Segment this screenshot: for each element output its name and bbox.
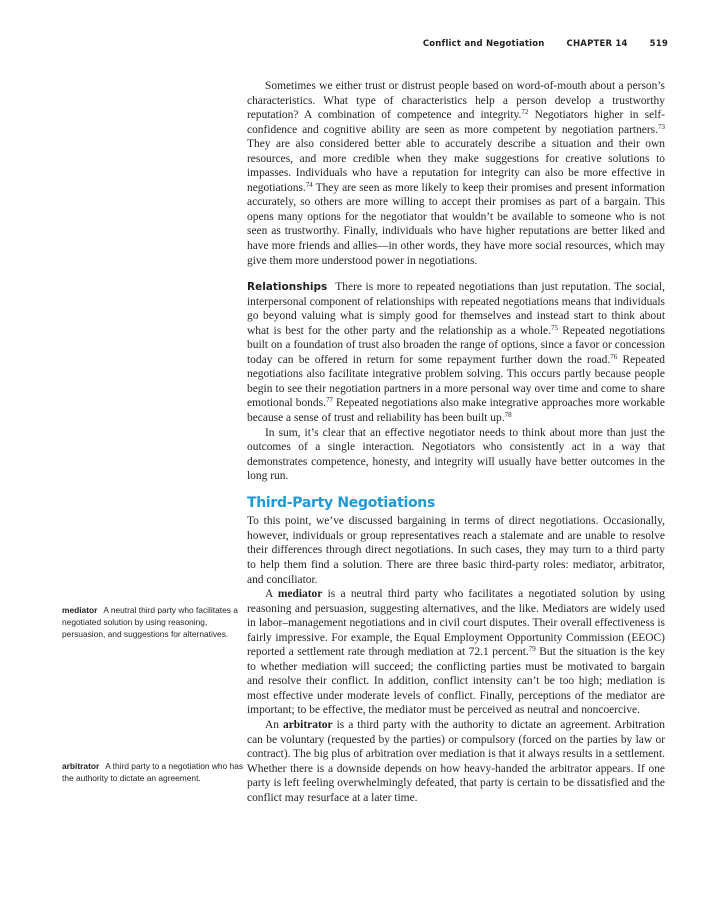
key-term-mediator: mediator — [277, 588, 323, 601]
main-text-column — [247, 79, 665, 805]
paragraph-in-sum: In sum, it’s clear that an effective negotiator needs to think about more than just the outcomes of a single interaction. Negotiators who consistently act in a way that demonstrates competence, honesty, and integrity will usually have better outcomes in the long run. — [247, 426, 665, 483]
running-head-chapter-title: Conflict and Negotiation — [422, 39, 545, 49]
margin-term-arbitrator: arbitrator — [62, 761, 100, 771]
endnote-ref: 78 — [504, 411, 512, 420]
margin-definition-text: A neutral third party who facilitates a negotiated solution by using reasoning, persuasion, and suggestions for alternatives. — [62, 605, 238, 639]
running-head — [300, 39, 668, 49]
endnote-ref: 73 — [658, 122, 665, 131]
endnote-ref: 79 — [528, 645, 536, 654]
endnote-ref: 74 — [305, 180, 313, 189]
paragraph-mediator: A mediator is a neutral third party who facilitates a negotiated solution by using reasoning and persuasion, suggesting alternatives, and the like. Mediators are widely used in labor–management negotiations and in civil court disputes. Their overall effectiveness is fairly impressive. For example, the Equal Employment Opportunity Commission (EEOC) reported a settlement rate through mediation at 72.1 percent.$^{79}$ But the situation is the key to whether mediation will succeed; the conflicting parties must be motivated to bargain and resolve their conflict. In addition, conflict intensity can’t be too high; mediation is most effective under moderate levels of conflict. Finally, perceptions of the mediator are important; to be effective, the mediator must be perceived as neutral and noncoercive. — [247, 588, 665, 717]
run-in-heading-relationships: Relationships — [247, 281, 328, 294]
margin-term-mediator: mediator — [62, 605, 98, 615]
endnote-ref: 72 — [521, 108, 529, 117]
running-head-chapter-label: CHAPTER 14 — [566, 39, 628, 49]
endnote-ref: 77 — [325, 396, 333, 405]
key-term-arbitrator: arbitrator — [283, 718, 333, 731]
paragraph-relationships: Relationships There is more to repeated negotiations than just reputation. The social, interpersonal component of relationships with repeated negotiations means that individuals go beyond valuing what is simply good for themselves and instead start to think about what is best for the other party and the relationship as a whole.$^{75}$ Repeated negotiations built on a foundation of trust also broaden the range of options, since a favor or concession today can be offered in return for some repayment further down the road.$^{76}$ Repeated negotiations also facilitate integrative problem solving. This occurs partly because people begin to see their negotiation partners in a more personal way over time and come to share emotional bonds.$^{77}$ Repeated negotiations also make integrative approaches more workable because a sense of trust and reliability has been built up.$^{78}$ — [247, 281, 665, 425]
paragraph-third-party-intro: To this point, we’ve discussed bargaining in terms of direct negotiations. Occasionally, however, individuals or group representatives reach a stalemate and are unable to resolve their differences through direct negotiations. In such cases, they may turn to a third party to help them find a solution. There are three basic third-party roles: mediator, arbitrator, and conciliator. — [247, 515, 665, 586]
margin-definition-arbitrator — [62, 760, 248, 784]
endnote-ref: 75 — [550, 323, 558, 332]
paragraph-reputation: Sometimes we either trust or distrust people based on word-of-mouth about a person’s characteristics. What type of characteristics help a person develop a trustworthy reputation? A combination of competence and integrity.$^{72}$ Negotiators higher in self-confidence and cognitive ability are seen as more competent by negotiation partners.$^{73}$ They are also considered better able to accurately describe a situation and their own resources, and more credible when they make suggestions for creative solutions to impasses. Individuals who have a reputation for integrity can also be more effective in negotiations.$^{74}$ They are seen as more likely to keep their promises and present information accurately, so others are more willing to accept their promises as part of a bargain. This opens many options for the negotiator that wouldn’t be available to someone who is not seen as trustworthy. Finally, individuals who have higher reputations are better liked and have more friends and allies—in other words, they have more social resources, which may give them more understood power in negotiations. — [247, 80, 665, 267]
margin-definition-mediator — [62, 604, 248, 640]
margin-definition-text: A third party to a negotiation who has the authority to dictate an agreement. — [62, 761, 244, 783]
endnote-ref: 76 — [610, 352, 618, 361]
section-heading-third-party: Third-Party Negotiations — [247, 494, 435, 511]
page-number: 519 — [649, 39, 668, 49]
paragraph-arbitrator: An arbitrator is a third party with the authority to dictate an agreement. Arbitration can be voluntary (requested by the parties) or compulsory (forced on the parties by law or contract). The big plus of arbitration over mediation is that it always results in a settlement. Whether there is a downside depends on how heavy-handed the arbitrator appears. If one party is left feeling overwhelmingly defeated, that party is certain to be dissatisfied and the conflict may resurface at a later time. — [247, 718, 665, 804]
